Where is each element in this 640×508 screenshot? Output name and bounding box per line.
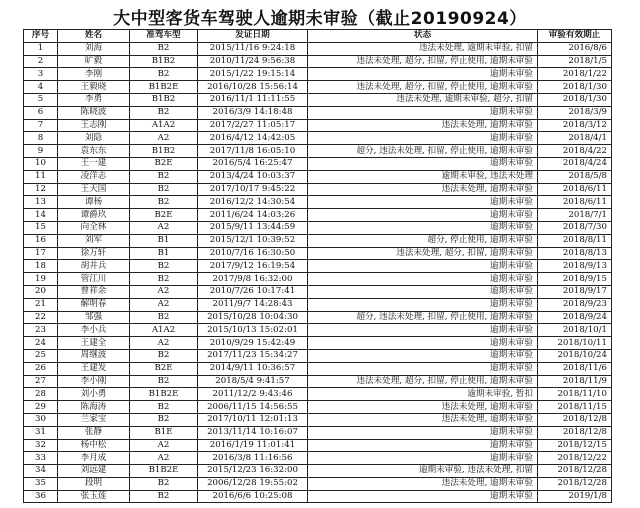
status: 违法未处理, 超分, 扣留, 停止使用, 逾期未审验 [308,55,538,68]
issue-date: 2015/12/23 16:32:00 [198,465,308,478]
expiry-date: 2018/12/28 [538,477,612,490]
row-no: 4 [24,81,58,94]
vehicle-class: B2E [130,209,198,222]
vehicle-class: B2 [130,106,198,119]
vehicle-class: A2 [130,337,198,350]
row-no: 35 [24,477,58,490]
row-no: 8 [24,132,58,145]
issue-date: 2017/11/23 15:34:27 [198,349,308,362]
vehicle-class: A1A2 [130,119,198,132]
status: 逾期未审验 [308,490,538,503]
table-row [24,221,612,234]
vehicle-class: B2 [130,260,198,273]
row-no: 27 [24,375,58,388]
issue-date: 2006/11/15 14:56:55 [198,401,308,414]
vehicle-class: A2 [130,221,198,234]
expiry-date: 2018/9/15 [538,273,612,286]
table-row [24,247,612,260]
row-no: 3 [24,68,58,81]
expiry-date: 2018/4/24 [538,157,612,170]
row-no: 1 [24,42,58,55]
table-row [24,55,612,68]
vehicle-class: B2 [130,68,198,81]
table-header-row [24,30,612,43]
vehicle-class: B1E [130,426,198,439]
expiry-date: 2018/12/15 [538,439,612,452]
status: 逾期未审验 [308,132,538,145]
expiry-date: 2018/9/23 [538,298,612,311]
status: 逾期未审验 [308,157,538,170]
vehicle-class: B2 [130,490,198,503]
status: 超分, 停止使用, 逾期未审验 [308,234,538,247]
expiry-date: 2018/12/8 [538,426,612,439]
issue-date: 2013/4/24 10:03:37 [198,170,308,183]
vehicle-class: B2 [130,413,198,426]
vehicle-class: B2 [130,42,198,55]
table-row [24,106,612,119]
status: 违法未处理, 逾期未审验 [308,119,538,132]
vehicle-class: B2 [130,375,198,388]
driver-name: 段明 [58,477,130,490]
row-no: 5 [24,93,58,106]
expiry-date: 2018/9/17 [538,285,612,298]
table-row [24,311,612,324]
issue-date: 2006/12/28 19:55:02 [198,477,308,490]
expiry-date: 2018/8/11 [538,234,612,247]
driver-name: 陈海涛 [58,401,130,414]
row-no: 18 [24,260,58,273]
row-no: 33 [24,452,58,465]
driver-name: 刘小勇 [58,388,130,401]
row-no: 34 [24,465,58,478]
expiry-date: 2018/5/8 [538,170,612,183]
driver-name: 徐万轩 [58,247,130,260]
vehicle-class: B1B2E [130,81,198,94]
row-no: 16 [24,234,58,247]
vehicle-class: A2 [130,285,198,298]
expiry-date: 2018/10/1 [538,324,612,337]
driver-name: 王毅晓 [58,81,130,94]
issue-date: 2011/12/2 9:43:46 [198,388,308,401]
driver-name: 刘军 [58,234,130,247]
status: 逾期未审验 [308,349,538,362]
status: 违法未处理, 逾期未审验 [308,477,538,490]
row-no: 12 [24,183,58,196]
status: 逾期未审验 [308,324,538,337]
driver-name: 杨中松 [58,439,130,452]
issue-date: 2017/11/8 16:05:10 [198,145,308,158]
overdue-drivers-table [23,29,612,503]
vehicle-class: B1B2E [130,465,198,478]
issue-date: 2015/10/28 10:04:30 [198,311,308,324]
row-no: 32 [24,439,58,452]
status: 逾期未审验 [308,68,538,81]
expiry-date: 2018/3/9 [538,106,612,119]
vehicle-class: A2 [130,298,198,311]
table-row [24,145,612,158]
driver-name: 刘远建 [58,465,130,478]
table-row [24,375,612,388]
table-row [24,234,612,247]
table-row [24,349,612,362]
vehicle-class: B2 [130,349,198,362]
vehicle-class: B1B2E [130,388,198,401]
driver-name: 胡井兵 [58,260,130,273]
issue-date: 2010/9/29 15:42:49 [198,337,308,350]
issue-date: 2016/1/19 11:01:41 [198,439,308,452]
vehicle-class: A2 [130,132,198,145]
table-row [24,196,612,209]
status: 逾期未审验 [308,362,538,375]
row-no: 13 [24,196,58,209]
driver-name: 李刚 [58,68,130,81]
issue-date: 2011/9/7 14:28:43 [198,298,308,311]
issue-date: 2018/5/4 9:41:57 [198,375,308,388]
row-no: 23 [24,324,58,337]
table-row [24,465,612,478]
expiry-date: 2018/10/11 [538,337,612,350]
vehicle-class: A1A2 [130,324,198,337]
expiry-date: 2018/9/13 [538,260,612,273]
issue-date: 2016/12/2 14:30:54 [198,196,308,209]
driver-name: 解明春 [58,298,130,311]
status: 违法未处理, 逾期未审验, 超分, 扣留 [308,93,538,106]
vehicle-class: B1B2 [130,55,198,68]
row-no: 14 [24,209,58,222]
issue-date: 2017/10/17 9:45:22 [198,183,308,196]
issue-date: 2015/9/11 13:44:59 [198,221,308,234]
status: 逾期未审验 [308,452,538,465]
status: 违法未处理, 逾期未审验 [308,401,538,414]
status: 逾期未审验 [308,221,538,234]
issue-date: 2011/6/24 14:03:26 [198,209,308,222]
row-no: 2 [24,55,58,68]
status: 逾期未审验, 违法未处理, 扣留 [308,465,538,478]
expiry-date: 2018/7/30 [538,221,612,234]
expiry-date: 2018/6/11 [538,196,612,209]
driver-name: 王一建 [58,157,130,170]
expiry-date: 2018/12/8 [538,413,612,426]
row-no: 6 [24,106,58,119]
issue-date: 2016/3/9 14:18:48 [198,106,308,119]
row-no: 36 [24,490,58,503]
table-row [24,362,612,375]
table-row [24,452,612,465]
driver-name: 曾祥余 [58,285,130,298]
table-row [24,477,612,490]
vehicle-class: B1B2 [130,145,198,158]
status: 逾期未审验 [308,209,538,222]
header-issue-date: 发证日期 [198,30,308,43]
status: 逾期未审验 [308,273,538,286]
driver-name: 李小兵 [58,324,130,337]
header-name: 姓名 [58,30,130,43]
row-no: 22 [24,311,58,324]
status: 逾期未审验, 暂扣 [308,388,538,401]
expiry-date: 2018/4/1 [538,132,612,145]
driver-name: 兰家宝 [58,413,130,426]
driver-name: 袁东东 [58,145,130,158]
driver-name: 凌洋志 [58,170,130,183]
vehicle-class: B2 [130,183,198,196]
status: 违法未处理, 超分, 扣留, 停止使用, 逾期未审验 [308,81,538,94]
issue-date: 2016/4/12 14:42:05 [198,132,308,145]
status: 逾期未审验, 违法未处理 [308,170,538,183]
expiry-date: 2018/1/22 [538,68,612,81]
table-row [24,157,612,170]
row-no: 31 [24,426,58,439]
table-row [24,324,612,337]
row-no: 24 [24,337,58,350]
driver-name: 谭杨 [58,196,130,209]
row-no: 29 [24,401,58,414]
expiry-date: 2018/11/10 [538,388,612,401]
driver-name: 王建发 [58,362,130,375]
page-title: 大中型客货车驾驶人逾期未审验（截止20190924） [113,9,527,29]
table-row [24,413,612,426]
driver-name: 陈晓波 [58,106,130,119]
row-no: 21 [24,298,58,311]
driver-name: 王建全 [58,337,130,350]
driver-name: 李勇 [58,93,130,106]
driver-name: 李月成 [58,452,130,465]
issue-date: 2015/12/1 10:39:52 [198,234,308,247]
issue-date: 2017/9/8 16:32:00 [198,273,308,286]
status: 违法未处理, 逾期未审验 [308,183,538,196]
driver-name: 周继波 [58,349,130,362]
expiry-date: 2018/9/24 [538,311,612,324]
row-no: 19 [24,273,58,286]
issue-date: 2015/1/22 19:15:14 [198,68,308,81]
expiry-date: 2018/11/9 [538,375,612,388]
header-vehicle-class: 准驾车型 [130,30,198,43]
expiry-date: 2018/1/5 [538,55,612,68]
issue-date: 2017/10/11 12:01:13 [198,413,308,426]
issue-date: 2017/2/27 11:05:17 [198,119,308,132]
table-row [24,81,612,94]
issue-date: 2010/7/26 10:17:41 [198,285,308,298]
expiry-date: 2019/1/8 [538,490,612,503]
table-row [24,209,612,222]
vehicle-class: B2E [130,362,198,375]
vehicle-class: B2 [130,477,198,490]
table-row [24,337,612,350]
status: 超分, 违法未处理, 扣留, 停止使用, 逾期未审验 [308,145,538,158]
status: 逾期未审验 [308,298,538,311]
issue-date: 2016/6/6 10:25:08 [198,490,308,503]
issue-date: 2016/11/1 11:11:55 [198,93,308,106]
expiry-date: 2018/11/6 [538,362,612,375]
table-row [24,132,612,145]
issue-date: 2017/9/12 16:19:54 [198,260,308,273]
status: 违法未处理, 超分, 扣留, 停止使用, 逾期未审验 [308,375,538,388]
table-row [24,68,612,81]
driver-name: 王天国 [58,183,130,196]
status: 逾期未审验 [308,439,538,452]
expiry-date: 2016/8/6 [538,42,612,55]
issue-date: 2010/7/16 16:30:50 [198,247,308,260]
expiry-date: 2018/12/28 [538,465,612,478]
status: 逾期未审验 [308,337,538,350]
driver-name: 管江川 [58,273,130,286]
vehicle-class: B1B2 [130,93,198,106]
row-no: 15 [24,221,58,234]
expiry-date: 2018/3/12 [538,119,612,132]
status: 违法未处理, 逾期未审验, 扣留 [308,42,538,55]
row-no: 28 [24,388,58,401]
driver-name: 李小刚 [58,375,130,388]
issue-date: 2015/11/16 9:24:18 [198,42,308,55]
issue-date: 2016/3/8 11:16:56 [198,452,308,465]
row-no: 25 [24,349,58,362]
vehicle-class: B1 [130,247,198,260]
issue-date: 2014/9/11 10:36:57 [198,362,308,375]
status: 违法未处理, 超分, 扣留, 逾期未审验 [308,247,538,260]
table-row [24,260,612,273]
expiry-date: 2018/10/24 [538,349,612,362]
vehicle-class: B2 [130,401,198,414]
header-no: 序号 [24,30,58,43]
status: 逾期未审验 [308,426,538,439]
table-row [24,119,612,132]
row-no: 17 [24,247,58,260]
vehicle-class: B1 [130,234,198,247]
header-status: 状态 [308,30,538,43]
vehicle-class: A2 [130,439,198,452]
vehicle-class: B2E [130,157,198,170]
row-no: 30 [24,413,58,426]
expiry-date: 2018/1/30 [538,93,612,106]
driver-name: 刘隐 [58,132,130,145]
table-row [24,401,612,414]
expiry-date: 2018/6/11 [538,183,612,196]
expiry-date: 2018/4/22 [538,145,612,158]
table-row [24,93,612,106]
row-no: 7 [24,119,58,132]
vehicle-class: B2 [130,273,198,286]
driver-name: 张静 [58,426,130,439]
status: 逾期未审验 [308,260,538,273]
table-row [24,426,612,439]
table-row [24,170,612,183]
issue-date: 2016/5/4 16:25:47 [198,157,308,170]
vehicle-class: A2 [130,452,198,465]
driver-name: 张玉莲 [58,490,130,503]
driver-name: 向全林 [58,221,130,234]
row-no: 20 [24,285,58,298]
issue-date: 2013/11/14 10:16:07 [198,426,308,439]
vehicle-class: B2 [130,170,198,183]
status: 超分, 违法未处理, 扣留, 停止使用, 逾期未审验 [308,311,538,324]
row-no: 11 [24,170,58,183]
row-no: 26 [24,362,58,375]
expiry-date: 2018/12/22 [538,452,612,465]
header-expiry: 审验有效期止 [538,30,612,43]
expiry-date: 2018/11/15 [538,401,612,414]
status: 逾期未审验 [308,106,538,119]
issue-date: 2010/11/24 9:56:38 [198,55,308,68]
driver-name: 邹强 [58,311,130,324]
table-row [24,439,612,452]
table-row [24,285,612,298]
driver-name: 旷毅 [58,55,130,68]
table-row [24,490,612,503]
table-row [24,273,612,286]
table-row [24,388,612,401]
table-row [24,183,612,196]
driver-name: 刘海 [58,42,130,55]
vehicle-class: B2 [130,311,198,324]
driver-name: 谭爵玖 [58,209,130,222]
issue-date: 2016/10/28 15:56:14 [198,81,308,94]
expiry-date: 2018/7/1 [538,209,612,222]
status: 逾期未审验 [308,196,538,209]
driver-name: 王志刚 [58,119,130,132]
issue-date: 2015/10/13 15:02:01 [198,324,308,337]
row-no: 10 [24,157,58,170]
expiry-date: 2018/8/13 [538,247,612,260]
row-no: 9 [24,145,58,158]
table-row [24,42,612,55]
vehicle-class: B2 [130,196,198,209]
status: 违法未处理, 逾期未审验 [308,413,538,426]
expiry-date: 2018/1/30 [538,81,612,94]
table-row [24,298,612,311]
status: 逾期未审验 [308,285,538,298]
